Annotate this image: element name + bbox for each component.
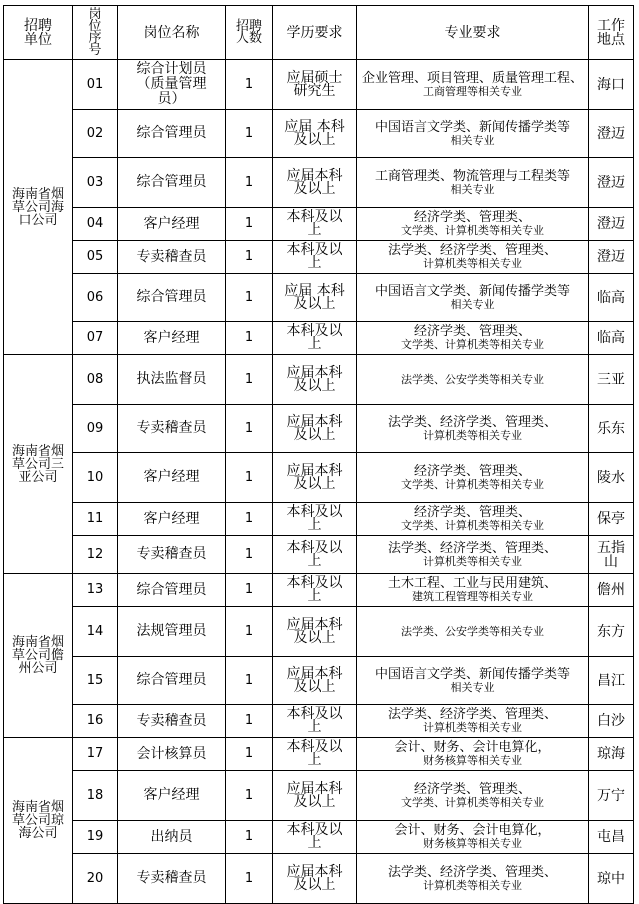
header-unit: 招聘单位 — [4, 6, 73, 60]
header-location: 工作地点 — [589, 6, 634, 60]
work-location: 澄迈 — [589, 208, 634, 241]
education-requirement: 本科及以上 — [273, 705, 357, 738]
position-name: 综合管理员 — [118, 657, 226, 705]
education-requirement: 本科及以上 — [273, 322, 357, 355]
education-requirement: 本科及以上 — [273, 738, 357, 771]
work-location: 白沙 — [589, 705, 634, 738]
major-line-primary: 法学类、经济学类、管理类、 — [387, 707, 557, 722]
position-number: 17 — [73, 738, 118, 771]
position-number: 19 — [73, 821, 118, 854]
major-requirement — [357, 607, 589, 657]
major-line-secondary: 法学类、公安学类等相关专业 — [401, 624, 544, 638]
position-number: 18 — [73, 771, 118, 821]
position-name: 专卖稽查员 — [118, 241, 226, 274]
hire-count: 1 — [226, 821, 273, 854]
position-number: 03 — [73, 158, 118, 208]
major-line-secondary: 建筑工程管理等相关专业 — [412, 590, 533, 603]
table-row — [4, 274, 634, 322]
major-line-primary: 会计、财务、会计电算化， — [394, 823, 551, 838]
recruiting-unit: 海南省烟草公司儋州公司 — [4, 574, 73, 738]
table-row — [4, 607, 634, 657]
education-requirement: 本科及以上 — [273, 503, 357, 536]
header-count: 招聘人数 — [226, 6, 273, 60]
table-row — [4, 322, 634, 355]
position-number: 04 — [73, 208, 118, 241]
major-line-primary: 经济学类、管理类、 — [413, 463, 531, 479]
table-row — [4, 854, 634, 904]
education-requirement: 应届硕士研究生 — [273, 60, 357, 110]
work-location: 昌江 — [589, 657, 634, 705]
position-name: 客户经理 — [118, 503, 226, 536]
recruiting-unit: 海南省烟草公司琼海公司 — [4, 738, 73, 904]
hire-count: 1 — [226, 503, 273, 536]
recruiting-unit: 海南省烟草公司三亚公司 — [4, 355, 73, 574]
position-name: 客户经理 — [118, 771, 226, 821]
work-location: 澄迈 — [589, 110, 634, 158]
work-location: 五指山 — [589, 536, 634, 574]
hire-count: 1 — [226, 60, 273, 110]
position-number: 09 — [73, 405, 118, 453]
hire-count: 1 — [226, 536, 273, 574]
major-line-primary: 法学类、经济学类、管理类、 — [387, 540, 557, 556]
hire-count: 1 — [226, 705, 273, 738]
major-line-primary: 经济学类、管理类、 — [413, 505, 531, 520]
position-name: 执法监督员 — [118, 355, 226, 405]
major-line-secondary: 计算机类等相关专业 — [423, 721, 522, 734]
position-number: 15 — [73, 657, 118, 705]
major-line-primary: 法学类、经济学类、管理类、 — [387, 864, 557, 880]
work-location: 陵水 — [589, 453, 634, 503]
work-location: 临高 — [589, 274, 634, 322]
table-row — [4, 158, 634, 208]
position-name: 会计核算员 — [118, 738, 226, 771]
recruiting-unit: 海南省烟草公司海口公司 — [4, 60, 73, 355]
major-requirement — [357, 405, 589, 453]
major-line-primary: 企业管理、项目管理、质量管理工程、 — [361, 70, 583, 86]
position-number: 01 — [73, 60, 118, 110]
education-requirement: 本科及以上 — [273, 821, 357, 854]
work-location: 儋州 — [589, 574, 634, 607]
major-line-primary: 经济学类、管理类、 — [413, 324, 531, 339]
work-location: 乐东 — [589, 405, 634, 453]
position-number: 10 — [73, 453, 118, 503]
header-seq: 岗位序号 — [73, 6, 118, 60]
position-name: 专卖稽查员 — [118, 536, 226, 574]
education-requirement: 应届本科及以上 — [273, 771, 357, 821]
major-line-secondary: 财务核算等相关专业 — [423, 837, 522, 850]
position-name: 综合计划员（质量管理员） — [118, 60, 226, 110]
table-row — [4, 208, 634, 241]
education-requirement: 应届本科及以上 — [273, 405, 357, 453]
work-location: 三亚 — [589, 355, 634, 405]
table-row — [4, 738, 634, 771]
major-requirement — [357, 821, 589, 854]
hire-count: 1 — [226, 158, 273, 208]
work-location: 临高 — [589, 322, 634, 355]
major-line-secondary: 文学类、计算机类等相关专业 — [401, 795, 544, 809]
position-number: 13 — [73, 574, 118, 607]
major-requirement — [357, 110, 589, 158]
major-line-primary: 法学类、经济学类、管理类、 — [387, 414, 557, 430]
major-line-primary: 经济学类、管理类、 — [413, 210, 531, 225]
table-row — [4, 110, 634, 158]
major-requirement — [357, 705, 589, 738]
work-location: 屯昌 — [589, 821, 634, 854]
major-requirement — [357, 241, 589, 274]
hire-count: 1 — [226, 574, 273, 607]
major-line-primary: 工商管理类、物流管理与工程类等 — [374, 168, 570, 184]
major-line-primary: 中国语言文学类、新闻传播学类等 — [374, 283, 570, 299]
header-education: 学历要求 — [273, 6, 357, 60]
table-row — [4, 657, 634, 705]
recruitment-table-page — [3, 5, 633, 904]
position-number: 12 — [73, 536, 118, 574]
hire-count: 1 — [226, 657, 273, 705]
position-name: 客户经理 — [118, 208, 226, 241]
work-location: 海口 — [589, 60, 634, 110]
recruitment-table — [3, 5, 634, 904]
major-line-primary: 经济学类、管理类、 — [413, 781, 531, 797]
header-position: 岗位名称 — [118, 6, 226, 60]
education-requirement: 本科及以上 — [273, 574, 357, 607]
position-number: 14 — [73, 607, 118, 657]
major-line-primary: 中国语言文学类、新闻传播学类等 — [374, 119, 570, 135]
hire-count: 1 — [226, 854, 273, 904]
work-location: 万宁 — [589, 771, 634, 821]
position-name: 综合管理员 — [118, 274, 226, 322]
major-line-secondary: 工商管理等相关专业 — [423, 84, 522, 98]
work-location: 东方 — [589, 607, 634, 657]
major-line-secondary: 相关专业 — [450, 680, 495, 694]
education-requirement: 应届 本科及以上 — [273, 274, 357, 322]
major-line-secondary: 文学类、计算机类等相关专业 — [401, 338, 544, 351]
major-line-secondary: 计算机类等相关专业 — [423, 554, 522, 568]
education-requirement: 应届本科及以上 — [273, 158, 357, 208]
hire-count: 1 — [226, 405, 273, 453]
major-requirement — [357, 771, 589, 821]
hire-count: 1 — [226, 771, 273, 821]
hire-count: 1 — [226, 322, 273, 355]
major-line-secondary: 相关专业 — [450, 297, 495, 311]
hire-count: 1 — [226, 110, 273, 158]
table-row — [4, 574, 634, 607]
table-row — [4, 536, 634, 574]
education-requirement: 应届本科及以上 — [273, 657, 357, 705]
major-requirement — [357, 322, 589, 355]
position-number: 11 — [73, 503, 118, 536]
major-line-secondary: 计算机类等相关专业 — [423, 257, 522, 270]
position-name: 综合管理员 — [118, 158, 226, 208]
major-requirement — [357, 453, 589, 503]
major-line-secondary: 文学类、计算机类等相关专业 — [401, 519, 544, 532]
work-location: 琼中 — [589, 854, 634, 904]
major-line-primary: 中国语言文学类、新闻传播学类等 — [374, 666, 570, 682]
education-requirement: 应届本科及以上 — [273, 607, 357, 657]
major-requirement — [357, 158, 589, 208]
position-number: 08 — [73, 355, 118, 405]
hire-count: 1 — [226, 738, 273, 771]
position-number: 06 — [73, 274, 118, 322]
position-name: 客户经理 — [118, 322, 226, 355]
major-line-primary: 土木工程、工业与民用建筑、 — [387, 576, 557, 591]
hire-count: 1 — [226, 241, 273, 274]
hire-count: 1 — [226, 274, 273, 322]
major-line-secondary: 法学类、公安学类等相关专业 — [401, 372, 544, 386]
education-requirement: 应届 本科及以上 — [273, 110, 357, 158]
major-line-secondary: 计算机类等相关专业 — [423, 878, 522, 892]
table-row — [4, 821, 634, 854]
hire-count: 1 — [226, 607, 273, 657]
position-name: 专卖稽查员 — [118, 405, 226, 453]
major-requirement — [357, 574, 589, 607]
major-requirement — [357, 657, 589, 705]
header-major: 专业要求 — [357, 6, 589, 60]
table-row — [4, 503, 634, 536]
education-requirement: 应届本科及以上 — [273, 355, 357, 405]
major-requirement — [357, 854, 589, 904]
position-number: 16 — [73, 705, 118, 738]
work-location: 保亭 — [589, 503, 634, 536]
major-requirement — [357, 738, 589, 771]
major-requirement — [357, 274, 589, 322]
major-requirement — [357, 503, 589, 536]
position-name: 综合管理员 — [118, 574, 226, 607]
hire-count: 1 — [226, 355, 273, 405]
table-row — [4, 705, 634, 738]
position-name: 客户经理 — [118, 453, 226, 503]
major-requirement — [357, 355, 589, 405]
position-name: 出纳员 — [118, 821, 226, 854]
major-line-secondary: 文学类、计算机类等相关专业 — [401, 477, 544, 491]
work-location: 澄迈 — [589, 158, 634, 208]
education-requirement: 应届本科及以上 — [273, 854, 357, 904]
education-requirement: 本科及以上 — [273, 208, 357, 241]
position-name: 专卖稽查员 — [118, 705, 226, 738]
hire-count: 1 — [226, 208, 273, 241]
position-number: 20 — [73, 854, 118, 904]
position-number: 05 — [73, 241, 118, 274]
major-requirement — [357, 60, 589, 110]
position-name: 综合管理员 — [118, 110, 226, 158]
table-row — [4, 453, 634, 503]
major-line-primary: 法学类、经济学类、管理类、 — [387, 243, 557, 258]
table-row — [4, 405, 634, 453]
major-line-secondary: 相关专业 — [450, 182, 495, 196]
header-row — [4, 6, 634, 60]
position-number: 02 — [73, 110, 118, 158]
education-requirement: 应届本科及以上 — [273, 453, 357, 503]
education-requirement: 本科及以上 — [273, 536, 357, 574]
position-name: 法规管理员 — [118, 607, 226, 657]
table-row — [4, 771, 634, 821]
hire-count: 1 — [226, 453, 273, 503]
position-number: 07 — [73, 322, 118, 355]
major-line-secondary: 文学类、计算机类等相关专业 — [401, 224, 544, 237]
education-requirement: 本科及以上 — [273, 241, 357, 274]
major-line-secondary: 财务核算等相关专业 — [423, 754, 522, 767]
major-line-primary: 会计、财务、会计电算化， — [394, 740, 551, 755]
major-line-secondary: 相关专业 — [450, 133, 495, 147]
major-requirement — [357, 536, 589, 574]
table-row — [4, 241, 634, 274]
table-row — [4, 60, 634, 110]
work-location: 澄迈 — [589, 241, 634, 274]
position-name: 专卖稽查员 — [118, 854, 226, 904]
work-location: 琼海 — [589, 738, 634, 771]
major-line-secondary: 计算机类等相关专业 — [423, 428, 522, 442]
major-requirement — [357, 208, 589, 241]
table-row — [4, 355, 634, 405]
